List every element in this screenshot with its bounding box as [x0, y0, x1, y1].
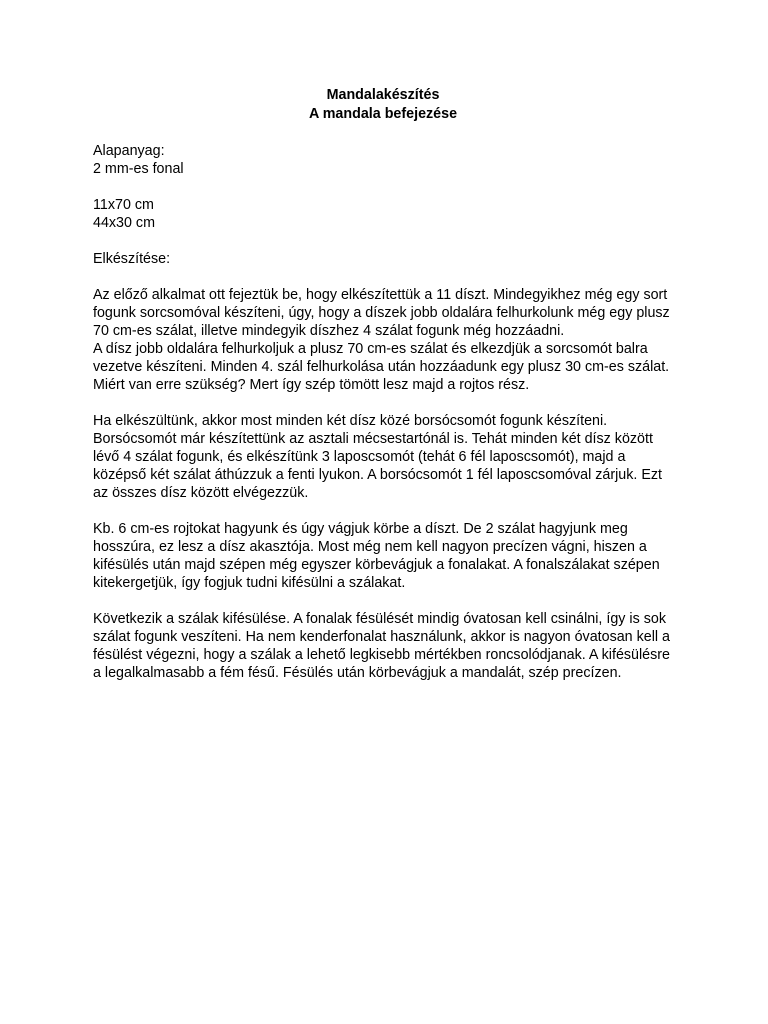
method-heading: Elkészítése: [93, 251, 171, 267]
text-line: Kb. 6 cm-es rojtokat hagyunk és úgy vágjuk körbe a díszt. De 2 szálat hagyjunk meg [93, 521, 628, 537]
paragraph [93, 610, 673, 682]
materials-section [93, 142, 673, 178]
method-heading-section [93, 250, 673, 268]
text-line: A dísz jobb oldalára felhurkoljuk a plusz 70 cm-es szálat és elkezdjük a sorcsomót balra [93, 341, 648, 357]
text-line: vezetve készíteni. Minden 4. szál felhurkolása után hozzáadunk egy plusz 30 cm-es szálat. [93, 359, 670, 375]
text-line: fogunk sorcsomóval készíteni, úgy, hogy a díszek jobb oldalára felhurkolunk még egy plusz [93, 305, 670, 321]
paragraph [93, 520, 673, 592]
size-item: 44x30 cm [93, 215, 155, 231]
text-line: 70 cm-es szálat, illetve mindegyik díszhez 4 szálat fogunk még hozzáadni. [93, 323, 565, 339]
materials-item: 2 mm-es fonal [93, 161, 184, 177]
text-line: Borsócsomót már készítettünk az asztali mécsestartónál is. Tehát minden két dísz között [93, 431, 653, 447]
text-line: középső két szálat áthúzzuk a fenti lyukon. A borsócsomót 1 fél laposcsomóval zárjuk. Ezt [93, 467, 662, 483]
text-line: Ha elkészültünk, akkor most minden két dísz közé borsócsomót fogunk készíteni. [93, 413, 608, 429]
paragraph [93, 412, 673, 502]
text-line: kifésülés után majd szépen még egyszer körbevágjuk a fonalakat. A fonalszálakat szépen [93, 557, 660, 573]
body-text [93, 286, 673, 682]
materials-heading: Alapanyag: [93, 143, 165, 159]
text-line: Következik a szálak kifésülése. A fonalak fésülését mindig óvatosan kell csinálni, így is sok [93, 611, 666, 627]
text-line: Az előző alkalmat ott fejeztük be, hogy elkészítettük a 11 díszt. Mindegyikhez még egy sort [93, 287, 668, 303]
text-line: az összes dísz között elvégezzük. [93, 485, 309, 501]
text-line: lévő 4 szálat fogunk, és elkészítünk 3 laposcsomót (tehát 6 fél laposcsomót), majd a [93, 449, 626, 465]
paragraph [93, 286, 673, 394]
document-subtitle: A mandala befejezése [308, 106, 458, 122]
title-block [93, 86, 673, 124]
sizes-section [93, 196, 673, 232]
text-line: kitekergetjük, így fogjuk tudni kifésülni a szálakat. [93, 575, 406, 591]
text-line: hosszúra, ez lesz a dísz akasztója. Most még nem kell nagyon precízen vágni, hiszen a [93, 539, 647, 555]
size-item: 11x70 cm [93, 197, 154, 213]
text-line: fésülést végezni, hogy a szálak a lehető legkisebb mértékben roncsolódjanak. A kifésülésre [93, 647, 670, 663]
text-line: a legalkalmasabb a fém fésű. Fésülés után körbevágjuk a mandalát, szép precízen. [93, 665, 622, 681]
document-title: Mandalakészítés [326, 87, 440, 103]
text-line: Miért van erre szükség? Mert így szép tömött lesz majd a rojtos rész. [93, 377, 530, 393]
text-line: szálat fogunk veszíteni. Ha nem kenderfonalat használunk, akkor is nagyon óvatosan kell a [93, 629, 670, 645]
document-page [93, 86, 673, 700]
